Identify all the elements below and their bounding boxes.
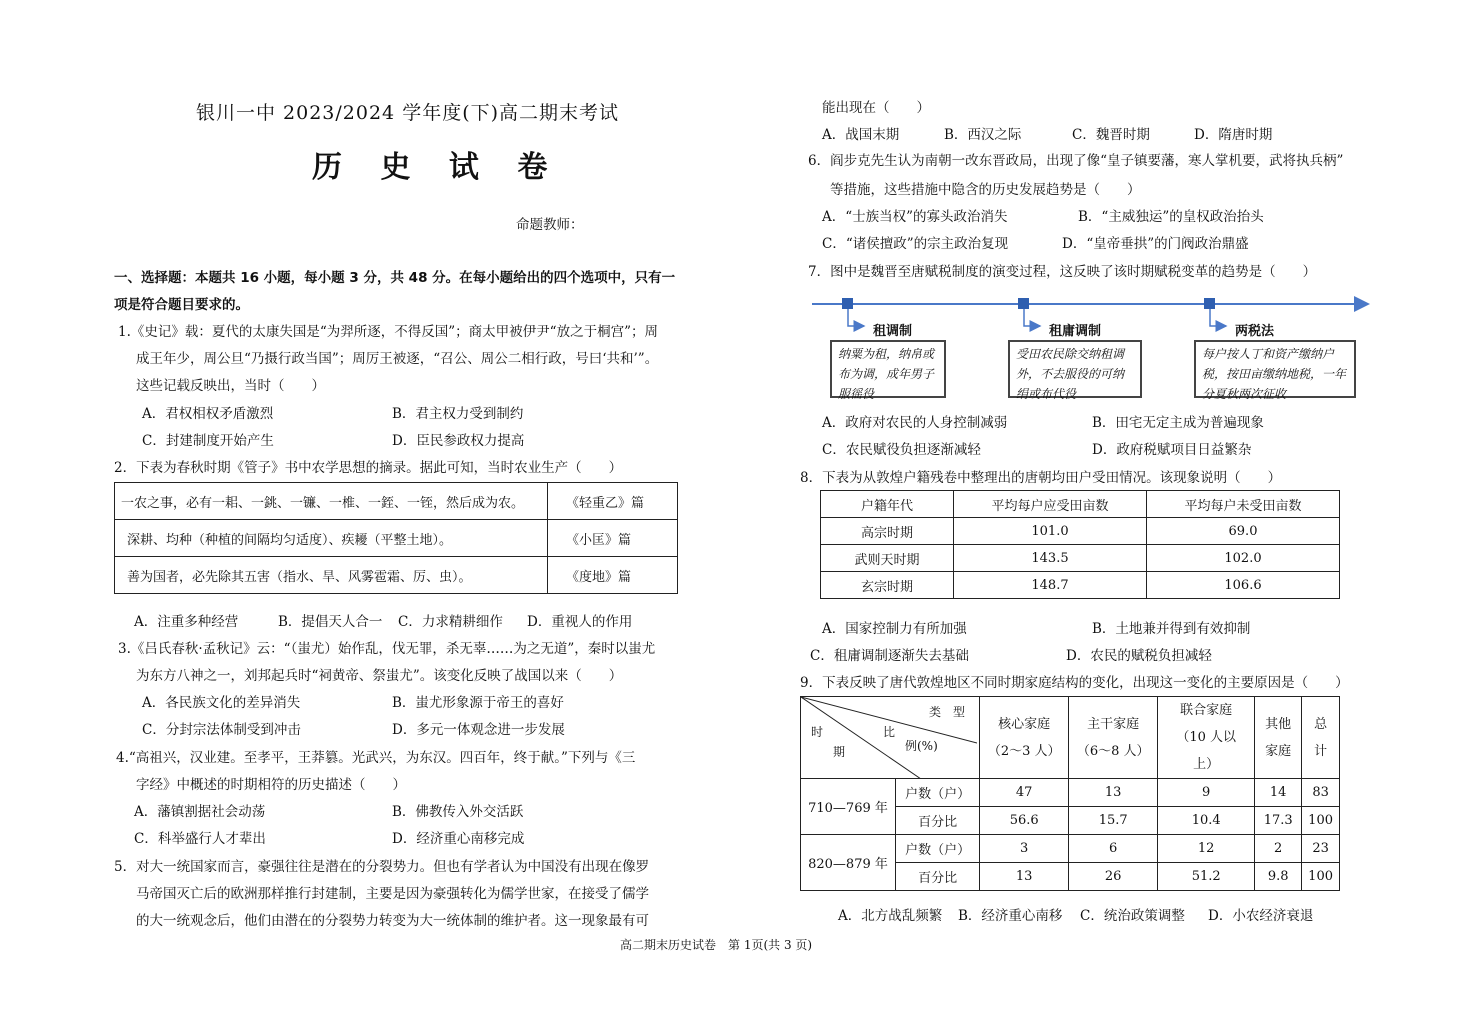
table-cell: 148.7 [954,572,1147,599]
q4-stem-line2: 字经》中概述的时期相符的历史描述（ ） [136,777,406,793]
table-cell: 2 [1255,835,1302,863]
table-row [821,572,1340,599]
q6-option-a[interactable]: A．“士族当权”的寡头政治消失 [822,209,1008,225]
q9-corner-type: 类 型 [929,705,966,719]
q8-header-year: 户籍年代 [821,491,954,518]
table-cell: 9 [1158,779,1255,807]
table-header-row [801,697,1340,779]
q9-option-d[interactable]: D．小农经济衰退 [1208,908,1314,924]
table-cell: 户数（户） [896,779,980,807]
q2-row1-source: 《轻重乙》篇 [548,483,678,520]
header-text: 家庭 [1265,743,1292,759]
q8-option-b[interactable]: B．土地兼并得到有效抑制 [1092,621,1251,637]
timeline-desc-2: 受田农民除交纳租调外，不去服役的可纳绢或布代役 [1008,340,1142,398]
q2-row1-text: 一农之事，必有一耜、一銚、一镰、一椎、一銍、一铚，然后成为农。 [115,483,548,520]
timeline-node-2 [1018,298,1029,309]
q8-stem: 8．下表为从敦煌户籍残卷中整理出的唐朝均田户受田情况。该现象说明（ ） [800,470,1282,486]
timeline-connector-1 [848,309,864,326]
table-cell: 百分比 [896,807,980,835]
timeline-label-3: 两税法 [1235,324,1275,339]
q8-header-due: 平均每户应受田亩数 [954,491,1147,518]
table-cell: 106.6 [1147,572,1340,599]
q8-option-a[interactable]: A．国家控制力有所加强 [822,621,967,637]
q5-stem-line3: 的大一统观念后，他们由潜在的分裂势力转变为大一统体制的维护者。这一现象最有可 [136,913,649,929]
timeline-node-3 [1204,298,1215,309]
q2-row2-text: 深耕、均种（种植的间隔均匀适度）、疾耰（平整土地）。 [115,520,548,557]
table-cell: 83 [1302,779,1340,807]
q4-option-a[interactable]: A．藩镇割据社会动荡 [134,804,266,820]
q3-option-d[interactable]: D．多元一体观念进一步发展 [392,722,565,738]
q2-option-d[interactable]: D．重视人的作用 [527,614,633,630]
q9-corner-period: 时 [811,725,824,739]
q6-stem-line2: 等措施，这些措施中隐含的历史发展趋势是（ ） [830,182,1141,198]
table-cell: 10.4 [1158,807,1255,835]
q9-header-core [980,697,1069,779]
q1-stem-line1: 1.《史记》载：夏代的太康失国是“为羿所逐，不得反国”；商太甲被伊尹“放之于桐宫”；周 [118,324,658,340]
table-cell: 69.0 [1147,518,1340,545]
header-text: （6～8 人） [1076,743,1150,759]
q2-row2-source: 《小匡》篇 [548,520,678,557]
q3-option-b[interactable]: B．蚩尤形象源于帝王的喜好 [392,695,564,711]
q4-option-c[interactable]: C．科举盛行人才辈出 [134,831,266,847]
q5-option-a[interactable]: A．战国末期 [822,127,900,143]
table-row [801,835,1340,863]
table-cell: 102.0 [1147,545,1340,572]
header-text: 主干家庭 [1087,716,1140,732]
table-row [801,779,1340,807]
table-cell: 56.6 [980,807,1069,835]
table-cell: 101.0 [954,518,1147,545]
q6-option-c[interactable]: C．“诸侯擅政”的宗主政治复现 [822,236,1009,252]
q8-option-d[interactable]: D．农民的赋税负担减轻 [1066,648,1212,664]
q8-header-undue: 平均每户未受田亩数 [1147,491,1340,518]
header-text: 联合家庭 [1180,703,1233,718]
timeline-label-2: 租庸调制 [1049,324,1102,339]
header-text: （10 人以 [1176,730,1237,745]
q8-option-c[interactable]: C．租庸调制逐渐失去基础 [810,648,969,664]
table-row [115,520,678,557]
table-cell: 143.5 [954,545,1147,572]
q9-corner-cell [801,697,980,779]
q6-stem-line1: 6．阎步克先生认为南朝一改东晋政局，出现了像“皇子镇要藩，寒人掌机要，武将执兵柄” [808,153,1344,169]
header-text: （2～3 人） [987,743,1061,759]
section-heading-line1: 一、选择题：本题共 16 小题，每小题 3 分，共 48 分。在每小题给出的四个选项中，只有一 [114,270,676,286]
header-text: 上） [1193,757,1220,772]
q9-option-a[interactable]: A．北方战乱频繁 [838,908,943,924]
q9-period-1: 710—769 年 [801,779,896,835]
table-cell: 47 [980,779,1069,807]
q2-table [114,482,678,594]
q7-option-b[interactable]: B．田宅无定主成为普遍现象 [1092,415,1264,431]
table-cell: 17.3 [1255,807,1302,835]
q2-option-c[interactable]: C．力求精耕细作 [398,614,503,630]
table-row [821,545,1340,572]
q2-row3-source: 《度地》篇 [548,557,678,594]
timeline-label-1: 租调制 [873,324,913,339]
q7-option-a[interactable]: A．政府对农民的人身控制减弱 [822,415,1008,431]
q9-corner-period2: 期 [833,745,846,759]
q4-option-b[interactable]: B．佛教传入外交活跃 [392,804,524,820]
timeline-connector-3 [1210,309,1226,326]
q9-header-joint [1158,697,1255,779]
q1-option-c[interactable]: C．封建制度开始产生 [142,433,274,449]
timeline-node-1 [842,298,853,309]
table-cell: 3 [980,835,1069,863]
q7-option-c[interactable]: C．农民赋役负担逐渐减轻 [822,442,981,458]
table-cell: 100 [1302,807,1340,835]
q9-stem: 9．下表反映了唐代敦煌地区不同时期家庭结构的变化，出现这一变化的主要原因是（ ） [800,675,1349,691]
table-cell: 高宗时期 [821,518,954,545]
header-text: 其他 [1265,716,1292,732]
subject-title: 历 史 试 卷 [312,150,562,185]
table-cell: 15.7 [1069,807,1158,835]
table-cell: 6 [1069,835,1158,863]
q9-header-other [1255,697,1302,779]
table-cell: 户数（户） [896,835,980,863]
table-cell: 26 [1069,863,1158,891]
header-text: 计 [1314,743,1328,759]
q1-option-a[interactable]: A．君权相权矛盾激烈 [142,406,274,422]
teacher-label: 命题教师： [516,217,584,233]
q9-corner-ratio: 比 [883,725,896,739]
q4-stem-line1: 4.“高祖兴，汉业建。至孝平，王莽篡。光武兴，为东汉。四百年，终于献。”下列与《三 [116,750,636,766]
table-cell: 51.2 [1158,863,1255,891]
timeline-desc-1: 纳粟为租，纳帛或布为调，成年男子服徭役 [830,340,946,398]
q2-stem: 2．下表为春秋时期《管子》书中农学思想的摘录。据此可知，当时农业生产（ ） [114,460,623,476]
timeline-connector-2 [1024,309,1040,326]
q5-stem-line2: 马帝国灭亡后的欧洲那样推行封建制，主要是因为豪强转化为儒学世家，在接受了儒学 [136,886,649,902]
q6-option-d[interactable]: D．“皇帝垂拱”的门阀政治鼎盛 [1062,236,1249,252]
table-row [115,483,678,520]
q5-stem-line1: 5．对大一统国家而言，豪强往往是潜在的分裂势力。但也有学者认为中国没有出现在像罗 [114,859,650,875]
q9-table [800,696,1340,891]
q2-row3-text: 善为国者，必先除其五害（指水、旱、风雾雹霜、厉、虫）。 [115,557,548,594]
section-heading-line2: 项是符合题目要求的。 [114,297,249,313]
q6-option-b[interactable]: B．“主威独运”的皇权政治抬头 [1078,209,1264,225]
q3-option-a[interactable]: A．各民族文化的差异消失 [142,695,301,711]
table-cell: 13 [980,863,1069,891]
header-text: 总 [1314,716,1328,732]
table-cell: 23 [1302,835,1340,863]
table-cell: 100 [1302,863,1340,891]
table-header-row [821,491,1340,518]
table-cell: 百分比 [896,863,980,891]
table-cell: 13 [1069,779,1158,807]
header-text: 核心家庭 [998,716,1051,732]
q9-period-2: 820—879 年 [801,835,896,891]
q9-header-total [1302,697,1340,779]
table-row [821,518,1340,545]
q1-option-b[interactable]: B．君主权力受到制约 [392,406,524,422]
q1-option-d[interactable]: D．臣民参政权力提高 [392,433,525,449]
q7-option-d[interactable]: D．政府税赋项目日益繁杂 [1092,442,1252,458]
page-footer: 高二期末历史试卷 第 1页(共 3 页) [620,938,813,952]
table-cell: 武则天时期 [821,545,954,572]
q8-table [820,490,1340,599]
table-cell: 14 [1255,779,1302,807]
q2-option-a[interactable]: A．注重多种经营 [134,614,239,630]
timeline-desc-3: 每户按人丁和资产缴纳户税，按田亩缴纳地税，一年分夏秋两次征收 [1194,340,1356,398]
q5-stem-line4: 能出现在（ ） [822,100,930,116]
q5-option-b[interactable]: B．西汉之际 [944,127,1022,143]
exam-title: 银川一中 2023/2024 学年度(下)高二期末考试 [196,102,620,124]
q4-option-d[interactable]: D．经济重心南移完成 [392,831,525,847]
q3-option-c[interactable]: C．分封宗法体制受到冲击 [142,722,301,738]
q3-stem-line2: 为东方八神之一，刘邦起兵时“祠黄帝、祭蚩尤”。该变化反映了战国以来（ ） [136,668,623,684]
table-cell: 9.8 [1255,863,1302,891]
q9-option-b[interactable]: B．经济重心南移 [958,908,1063,924]
q7-stem: 7．图中是魏晋至唐赋税制度的演变过程，这反映了该时期赋税变革的趋势是（ ） [808,264,1317,280]
q2-option-b[interactable]: B．提倡天人合一 [278,614,383,630]
q5-option-c[interactable]: C．魏晋时期 [1072,127,1150,143]
q1-stem-line3: 这些记载反映出，当时（ ） [136,378,325,394]
table-cell: 12 [1158,835,1255,863]
q9-option-c[interactable]: C．统治政策调整 [1080,908,1185,924]
table-cell: 玄宗时期 [821,572,954,599]
q9-header-stem [1069,697,1158,779]
q1-stem-line2: 成王年少，周公旦“乃摄行政当国”；周厉王被逐，“召公、周公二相行政，号曰‘共和’”。 [136,351,659,367]
q3-stem-line1: 3.《吕氏春秋·孟秋记》云：“（蚩尤）始作乱，伐无罪，杀无辜……为之无道”，秦时以蚩尤 [118,641,656,657]
q9-corner-ratio2: 例(%) [905,739,938,753]
table-row [115,557,678,594]
q5-option-d[interactable]: D．隋唐时期 [1194,127,1273,143]
